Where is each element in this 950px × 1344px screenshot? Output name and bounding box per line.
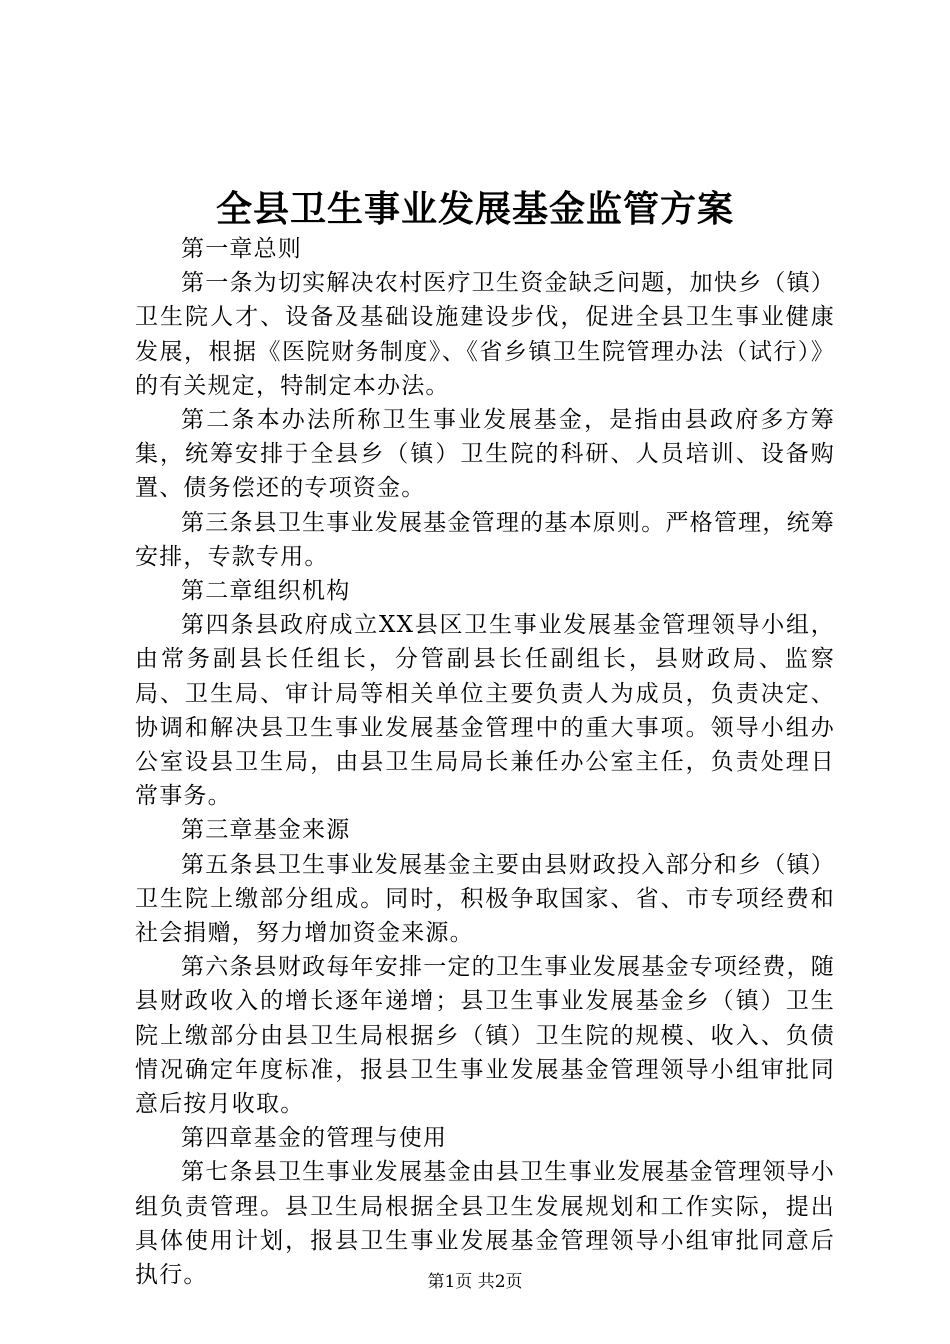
chapter-heading: 第四章基金的管理与使用 (181, 1125, 448, 1152)
page-footer: 第1页 共2页 (427, 1272, 523, 1292)
chapter-heading: 第二章组织机构 (181, 578, 351, 605)
article-paragraph: 第四条县政府成立XX县区卫生事业发展基金管理领导小组，由常务副县长任组长，分管副县长任副组长，县财政局、监察局、卫生局、审计局等相关单位主要负责人为成员，负责决定、协调和解决县卫生事业发展基金管理中的重大事项。领导小组办公室设县卫生局，由县卫生局局长兼任办公室主任，负责处理日常事务。 (135, 612, 835, 810)
article-paragraph: 第五条县卫生事业发展基金主要由县财政投入部分和乡（镇）卫生院上缴部分组成。同时，积极争取国家、省、市专项经费和社会捐赠，努力增加资金来源。 (135, 851, 835, 947)
article-paragraph: 第三条县卫生事业发展基金管理的基本原则。严格管理，统筹安排，专款专用。 (135, 509, 835, 570)
article-paragraph: 第六条县财政每年安排一定的卫生事业发展基金专项经费，随县财政收入的增长逐年递增；县卫生事业发展基金乡（镇）卫生院上缴部分由县卫生局根据乡（镇）卫生院的规模、收入、负债情况确定年度标准，报县卫生事业发展基金管理领导小组审批同意后按月收取。 (135, 954, 835, 1118)
document-body (135, 232, 835, 1292)
document-title: 全县卫生事业发展基金监管方案 (215, 188, 734, 230)
article-paragraph: 第一条为切实解决农村医疗卫生资金缺乏问题，加快乡（镇）卫生院人才、设备及基础设施建设步伐，促进全县卫生事业健康发展，根据《医院财务制度》、《省乡镇卫生院管理办法（试行）》的有关规定，特制定本办法。 (135, 270, 835, 399)
article-paragraph: 第二条本办法所称卫生事业发展基金，是指由县政府多方筹集，统筹安排于全县乡（镇）卫生院的科研、人员培训、设备购置、债务偿还的专项资金。 (135, 407, 835, 502)
chapter-heading: 第三章基金来源 (181, 817, 351, 844)
article-paragraph: 第七条县卫生事业发展基金由县卫生事业发展基金管理领导小组负责管理。县卫生局根据全县卫生发展规划和工作实际，提出具体使用计划，报县卫生事业发展基金管理领导小组审批同意后执行。 (135, 1159, 835, 1289)
chapter-heading: 第一章总则 (181, 236, 302, 262)
